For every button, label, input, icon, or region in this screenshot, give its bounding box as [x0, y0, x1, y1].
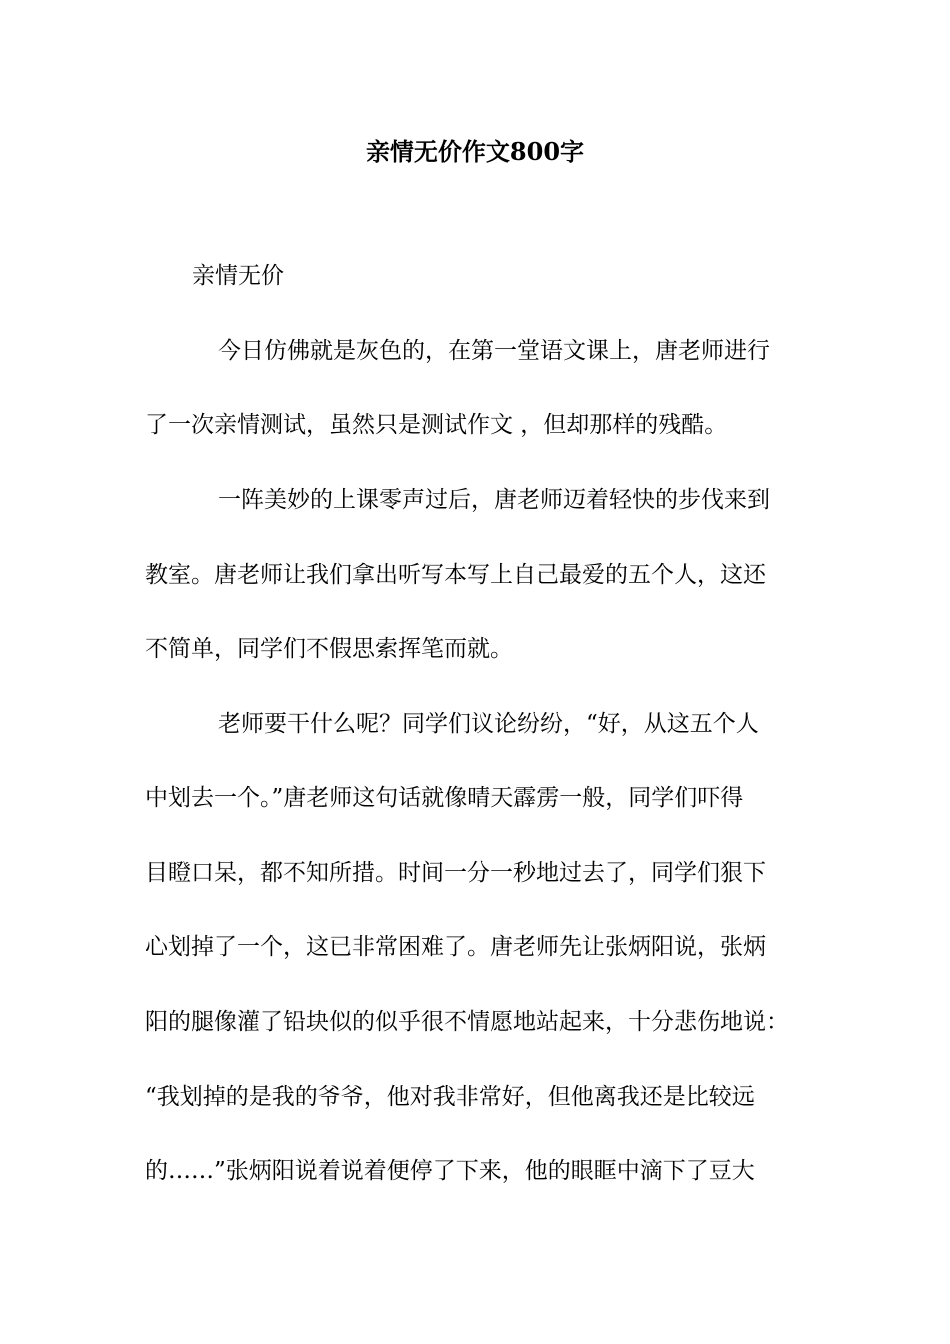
paragraph-line: 心划掉了一个，这已非常困难了。唐老师先让张炳阳说，张炳: [145, 934, 766, 960]
paragraph-line: 教室。唐老师让我们拿出听写本写上自己最爱的五个人，这还: [145, 562, 766, 588]
paragraph-line: 老师要干什么呢？同学们议论纷纷，“好，从这五个人: [218, 711, 759, 737]
paragraph-line: 的……”张炳阳说着说着便停了下来，他的眼眶中滴下了豆大: [145, 1158, 755, 1184]
essay-subtitle: 亲情无价: [192, 263, 284, 289]
paragraph-line: 今日仿佛就是灰色的，在第一堂语文课上，唐老师进行: [218, 338, 770, 364]
paragraph-line: 中划去一个。”唐老师这句话就像晴天霹雳一般，同学们吓得: [145, 785, 744, 811]
paragraph-line: “我划掉的是我的爷爷，他对我非常好，但他离我还是比较远: [145, 1084, 755, 1110]
paragraph-line: 目瞪口呆，都不知所措。时间一分一秒地过去了，同学们狠下: [145, 860, 766, 886]
paragraph-line: 了一次亲情测试，虽然只是测试作文 ，但却那样的残酷。: [145, 412, 728, 438]
document-title: 亲情无价作文800字: [365, 137, 585, 166]
paragraph-line: 不简单，同学们不假思索挥笔而就。: [145, 636, 513, 662]
paragraph-line: 阳的腿像灌了铅块似的似乎很不情愿地站起来，十分悲伤地说：: [145, 1009, 789, 1035]
paragraph-line: 一阵美妙的上课零声过后，唐老师迈着轻快的步伐来到: [218, 487, 770, 513]
